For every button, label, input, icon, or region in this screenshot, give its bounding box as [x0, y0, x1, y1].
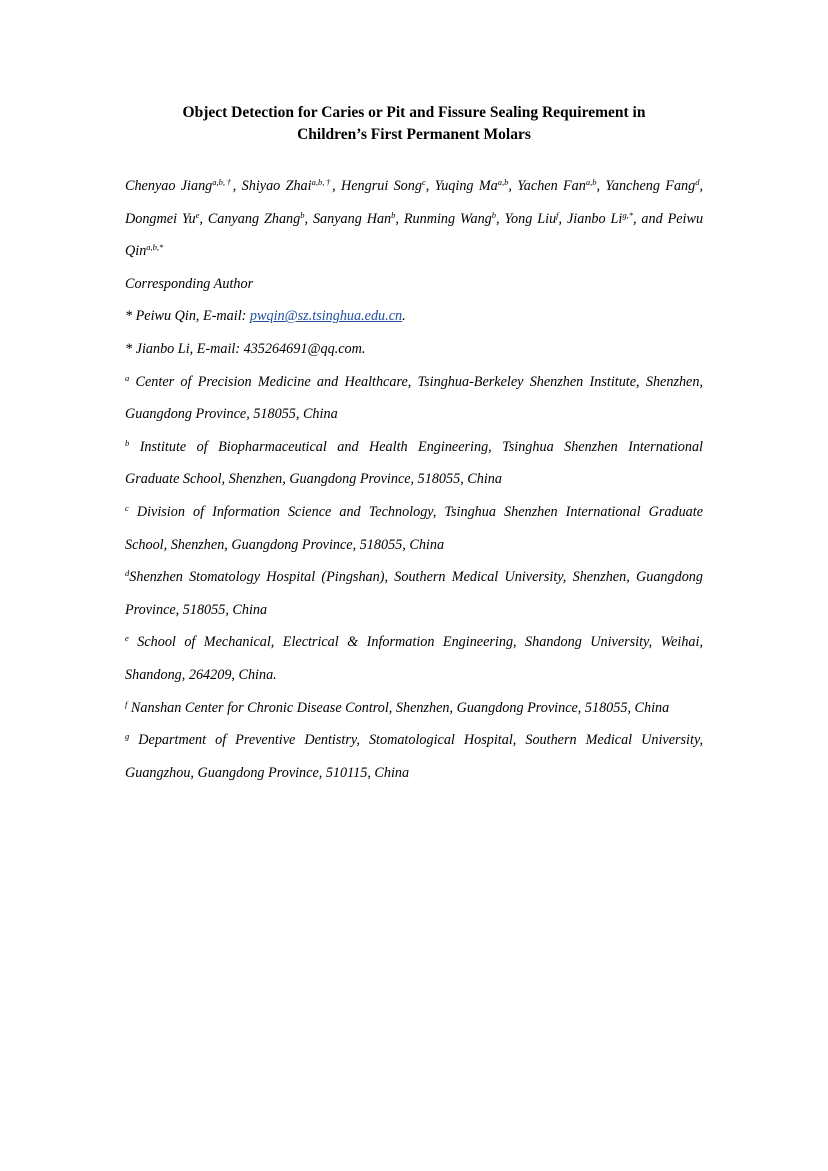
affiliation-g-line-2: Guangzhou, Guangdong Province, 510115, China: [125, 764, 410, 781]
author: Dongmei Yu$^e$,: [125, 209, 208, 227]
author-line-3: [125, 235, 703, 268]
affiliation-mark: g: [125, 731, 130, 742]
affiliation-d-line-2: Province, 518055, China: [125, 601, 268, 618]
author: Yancheng Fang$^d$,: [605, 177, 704, 194]
affiliation-b-line-2: Graduate School, Shenzhen, Guangdong Province, 518055, China: [125, 471, 502, 488]
affiliation-mark: d: [125, 568, 130, 579]
corresponding-heading: Corresponding Author: [125, 275, 254, 292]
affiliation-e-line-1: $^e$ School of Mechanical, Electrical & Information Engineering, Shandong University, Weihai,: [125, 633, 704, 651]
corresponding-author-2: * Jianbo Li, E-mail: 435264691@qq.com.: [125, 340, 366, 357]
affiliation-g-line-1: $^g$ Department of Preventive Dentistry, Stomatological Hospital, Southern Medical University,: [125, 731, 703, 749]
title-line-1: Object Detection for Caries or Pit and Fissure Sealing Requirement in: [182, 104, 646, 121]
author: Chenyao Jiang$^{a,b,\dagger}$,: [125, 177, 242, 194]
affiliation-mark: b: [125, 437, 130, 448]
email-link[interactable]: pwqin@sz.tsinghua.edu.cn: [249, 308, 403, 325]
affiliation-mark: a: [125, 372, 130, 383]
affiliation-c-line-2: School, Shenzhen, Guangdong Province, 518055, China: [125, 536, 445, 553]
affiliation-b-line-1: $^b$ Institute of Biopharmaceutical and Health Engineering, Tsinghua Shenzhen International: [125, 437, 703, 455]
corresponding-author-1: * Peiwu Qin, E-mail: pwqin@sz.tsinghua.edu.cn.: [125, 308, 406, 325]
title-line-2: Children’s First Permanent Molars: [297, 126, 531, 143]
affiliation-a-line-1: $^a$ Center of Precision Medicine and Healthcare, Tsinghua-Berkeley Shenzhen Institute, Shenzhen,: [125, 372, 703, 390]
author: Jianbo $Li^{g,*}$, and Peiwu: [567, 209, 704, 227]
author: Qin$^{a,b,*}$: [125, 242, 164, 260]
affiliation-mark: c: [125, 502, 129, 513]
author-line-2: [125, 203, 703, 236]
author: Runming Wang$^b$,: [403, 209, 505, 227]
affiliation-c-line-1: $^c$ Division of Information Science and Technology, Tsinghua Shenzhen International Graduate: [125, 502, 703, 520]
author: Hengrui Song$^c$,: [341, 177, 435, 194]
affiliation-f-line-1: $^f$ Nanshan Center for Chronic Disease Control, Shenzhen, Guangdong Province, 518055, China: [125, 698, 670, 716]
affiliation-mark: f: [125, 698, 128, 709]
author-line-1: [125, 170, 703, 203]
paper-title: [0, 102, 828, 146]
author: Shiyao Zhai$^{a,b,\dagger}$,: [241, 177, 341, 194]
affiliation-d-line-1: $^d$Shenzhen Stomatology Hospital (Pingshan), Southern Medical University, Shenzhen, Guangdong: [125, 568, 703, 586]
affiliation-mark: e: [125, 633, 129, 644]
author: Yuqing Ma$^{a,b}$,: [434, 177, 518, 194]
front-matter: [125, 170, 703, 789]
affiliation-a-line-2: Guangdong Province, 518055, China: [125, 406, 338, 423]
author: Yachen Fan$^{a,b}$,: [517, 177, 606, 194]
author: Yong Liu$^f$,: [504, 209, 567, 227]
author: Canyang Zhang$^b$,: [207, 209, 313, 227]
author: Sanyang Han$^b$,: [312, 209, 404, 227]
affiliation-e-line-2: Shandong, 264209, China.: [125, 666, 277, 683]
